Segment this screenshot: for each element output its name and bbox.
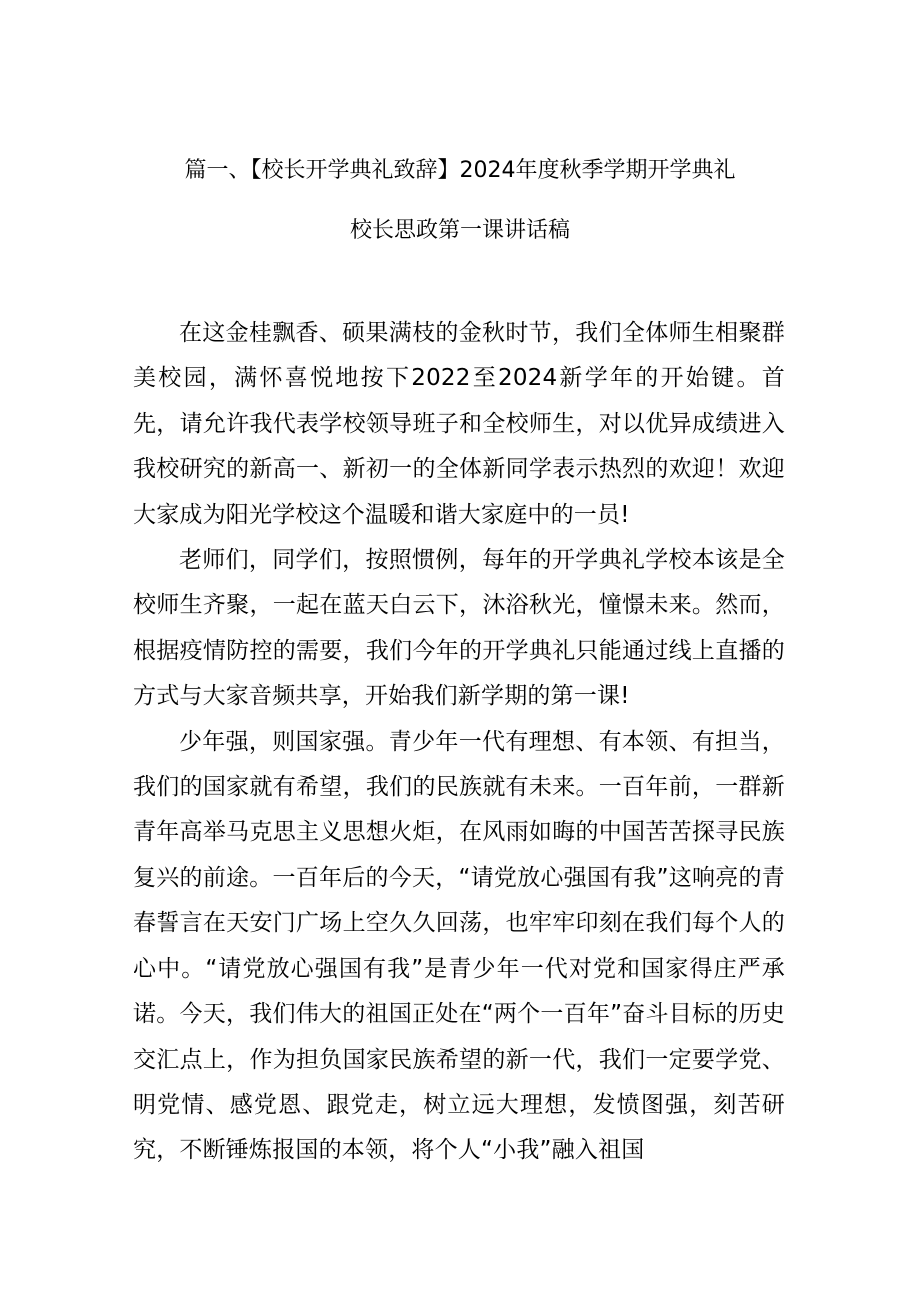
paragraph-1: 在这金桂飘香、硕果满枝的金秋时节，我们全体师生相聚群美校园，满怀喜悦地按下2022至2024新学年的开始键。首先，请允许我代表学校领导班子和全校师生，对以优异成绩进入我校研究的新高一、新初一的全体新同学表示热烈的欢迎！欢迎大家成为阳光学校这个温暖和谐大家庭中的一员!	[133, 320, 785, 528]
paragraph-2: 老师们，同学们，按照惯例，每年的开学典礼学校本该是全校师生齐聚，一起在蓝天白云下，沐浴秋光，憧憬未来。然而，根据疫情防控的需要，我们今年的开学典礼只能通过线上直播的方式与大家音频共享，开始我们新学期的第一课!	[133, 547, 785, 710]
document-body	[133, 311, 785, 1174]
paragraph-3: 少年强，则国家强。青少年一代有理想、有本领、有担当，我们的国家就有希望，我们的民族就有未来。一百年前，一群新青年高举马克思主义思想火炬，在风雨如晦的中国苦苦探寻民族复兴的前途。一百年后的今天，“请党放心强国有我”这响亮的青春誓言在天安门广场上空久久回荡，也牢牢印刻在我们每个人的心中。“请党放心强国有我”是青少年一代对党和国家得庄严承诺。今天，我们伟大的祖国正处在“两个一百年”奋斗目标的历史交汇点上，作为担负国家民族希望的新一代，我们一定要学党、明党情、感党恩、跟党走，树立远大理想，发愤图强，刻苦研究，不断锤炼报国的本领，将个人“小我”融入祖国	[133, 728, 785, 1164]
document-title-line-2: 校长思政第一课讲话稿	[349, 218, 570, 243]
document-title-line-1: 篇一、【校长开学典礼致辞】2024年度秋季学期开学典礼	[184, 158, 736, 183]
